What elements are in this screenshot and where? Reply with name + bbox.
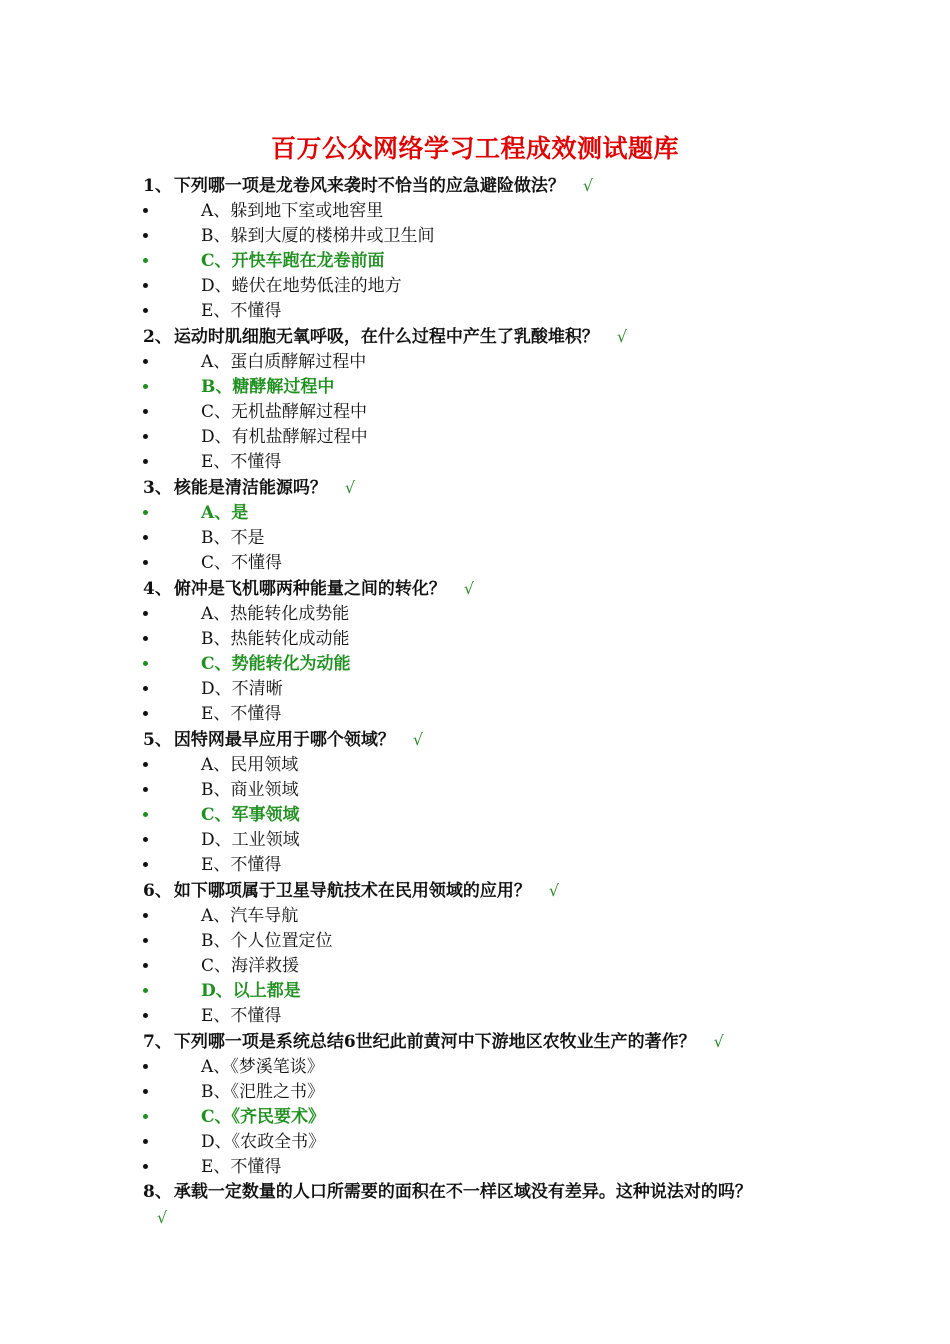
page-title: 百万公众网络学习工程成效测试题库 xyxy=(270,134,679,163)
option-text: D、不清晰 xyxy=(201,679,283,699)
option-text: B、热能转化成动能 xyxy=(201,629,350,649)
bullet-icon xyxy=(143,1080,153,1105)
bullet-icon xyxy=(143,1155,153,1180)
correct-answer-option xyxy=(143,979,833,1004)
check-mark-icon: √ xyxy=(616,327,628,346)
bullet-icon xyxy=(143,677,153,702)
answer-option xyxy=(143,828,833,853)
option-text: E、不懂得 xyxy=(201,301,282,321)
bullet-icon xyxy=(143,526,153,551)
answer-option xyxy=(143,954,833,979)
option-text: A、躲到地下室或地窖里 xyxy=(201,201,384,221)
correct-answer-option xyxy=(143,501,833,526)
answer-option xyxy=(143,551,833,576)
answer-option xyxy=(143,1080,833,1105)
question-1 xyxy=(143,173,833,199)
bullet-icon xyxy=(143,702,153,727)
bullet-icon xyxy=(143,652,153,677)
question-number: 1、 xyxy=(143,176,172,196)
bullet-icon xyxy=(143,904,153,929)
option-text: B、商业领域 xyxy=(201,780,299,800)
answer-option xyxy=(143,853,833,878)
option-text: B、《汜胜之书》 xyxy=(201,1082,324,1102)
answer-option xyxy=(143,224,833,249)
bullet-icon xyxy=(143,501,153,526)
option-text: A、热能转化成势能 xyxy=(201,604,350,624)
option-text: C、无机盐酵解过程中 xyxy=(201,402,368,422)
bullet-icon xyxy=(143,450,153,475)
check-mark-icon: √ xyxy=(412,730,424,749)
bullet-icon xyxy=(143,425,153,450)
option-text: C、不懂得 xyxy=(201,553,283,573)
answer-option xyxy=(143,526,833,551)
bullet-icon xyxy=(143,602,153,627)
check-mark-icon: √ xyxy=(713,1032,724,1051)
correct-answer-option xyxy=(143,375,833,400)
question-number: 5、 xyxy=(143,730,172,750)
answer-option xyxy=(143,274,833,299)
check-mark-icon: √ xyxy=(344,478,356,497)
question-number: 6、 xyxy=(143,881,172,901)
bullet-icon xyxy=(143,350,153,375)
question-3 xyxy=(143,475,833,501)
option-text: C、《齐民要术》 xyxy=(201,1107,326,1127)
bullet-icon xyxy=(143,1004,153,1029)
bullet-icon xyxy=(143,551,153,576)
option-text: E、不懂得 xyxy=(201,704,282,724)
option-text: E、不懂得 xyxy=(201,1157,282,1177)
question-number: 2、 xyxy=(143,327,172,347)
option-text: D、工业领域 xyxy=(201,830,300,850)
correct-answer-option xyxy=(143,249,833,274)
correct-answer-option xyxy=(143,1105,833,1130)
option-text: C、军事领域 xyxy=(201,805,300,825)
option-text: B、个人位置定位 xyxy=(201,931,333,951)
question-5 xyxy=(143,727,833,753)
bullet-icon xyxy=(143,929,153,954)
question-number: 7、 xyxy=(143,1032,172,1052)
bullet-icon xyxy=(143,249,153,274)
check-mark-icon: √ xyxy=(548,881,560,900)
bullet-icon xyxy=(143,753,153,778)
answer-option xyxy=(143,702,833,727)
answer-option xyxy=(143,929,833,954)
question-text: 运动时肌细胞无氧呼吸，在什么过程中产生了乳酸堆积？ xyxy=(173,327,599,347)
answer-option xyxy=(143,425,833,450)
question-number: 8、 xyxy=(143,1182,172,1202)
option-text: B、糖酵解过程中 xyxy=(201,377,335,397)
bullet-icon xyxy=(143,627,153,652)
correct-answer-option xyxy=(143,803,833,828)
option-text: A、汽车导航 xyxy=(201,906,299,926)
bullet-icon xyxy=(143,400,153,425)
bullet-icon xyxy=(143,979,153,1004)
answer-option xyxy=(143,400,833,425)
option-text: D、蜷伏在地势低洼的地方 xyxy=(201,276,402,296)
question-text: 承载一定数量的人口所需要的面积在不一样区域没有差异。这种说法对的吗？ xyxy=(173,1182,752,1202)
bullet-icon xyxy=(143,1105,153,1130)
question-4 xyxy=(143,576,833,602)
bullet-icon xyxy=(143,224,153,249)
option-text: D、《农政全书》 xyxy=(201,1132,326,1152)
check-mark-icon: √ xyxy=(463,579,475,598)
answer-option xyxy=(143,350,833,375)
question-text: 下列哪一项是龙卷风来袭时不恰当的应急避险做法？ xyxy=(173,176,565,196)
question-7 xyxy=(143,1029,833,1055)
correct-answer-option xyxy=(143,652,833,677)
question-text: 下列哪一项是系统总结6世纪此前黄河中下游地区农牧业生产的著作？ xyxy=(173,1032,696,1052)
option-text: B、不是 xyxy=(201,528,265,548)
bullet-icon xyxy=(143,299,153,324)
answer-option xyxy=(143,1055,833,1080)
answer-option xyxy=(143,1004,833,1029)
option-text: A、是 xyxy=(201,503,249,523)
answer-option xyxy=(143,753,833,778)
question-text: 俯冲是飞机哪两种能量之间的转化？ xyxy=(173,579,446,599)
question-text: 因特网最早应用于哪个领域？ xyxy=(173,730,395,750)
answer-option xyxy=(143,602,833,627)
option-text: A、蛋白质酵解过程中 xyxy=(201,352,367,372)
question-number: 3、 xyxy=(143,478,172,498)
bullet-icon xyxy=(143,828,153,853)
question-list xyxy=(143,173,833,1230)
check-mark-icon: √ xyxy=(157,1208,168,1227)
option-text: C、海洋救援 xyxy=(201,956,300,976)
bullet-icon xyxy=(143,778,153,803)
question-8 xyxy=(143,1180,833,1230)
answer-option xyxy=(143,904,833,929)
option-text: D、有机盐酵解过程中 xyxy=(201,427,368,447)
question-number: 4、 xyxy=(143,579,172,599)
answer-option xyxy=(143,1130,833,1155)
answer-option xyxy=(143,199,833,224)
check-mark-icon: √ xyxy=(582,176,594,195)
answer-option xyxy=(143,778,833,803)
option-text: A、民用领域 xyxy=(201,755,299,775)
option-text: D、以上都是 xyxy=(201,981,301,1001)
option-text: B、躲到大厦的楼梯井或卫生间 xyxy=(201,226,435,246)
answer-option xyxy=(143,627,833,652)
question-2 xyxy=(143,324,833,350)
bullet-icon xyxy=(143,803,153,828)
answer-option xyxy=(143,1155,833,1180)
option-text: E、不懂得 xyxy=(201,1006,282,1026)
option-text: C、开快车跑在龙卷前面 xyxy=(201,251,385,271)
option-text: E、不懂得 xyxy=(201,452,282,472)
answer-option xyxy=(143,677,833,702)
option-text: A、《梦溪笔谈》 xyxy=(201,1057,324,1077)
bullet-icon xyxy=(143,954,153,979)
bullet-icon xyxy=(143,1055,153,1080)
bullet-icon xyxy=(143,853,153,878)
option-text: E、不懂得 xyxy=(201,855,282,875)
question-6 xyxy=(143,878,833,904)
bullet-icon xyxy=(143,274,153,299)
question-text: 核能是清洁能源吗？ xyxy=(173,478,327,498)
bullet-icon xyxy=(143,375,153,400)
option-text: C、势能转化为动能 xyxy=(201,654,351,674)
bullet-icon xyxy=(143,1130,153,1155)
bullet-icon xyxy=(143,199,153,224)
question-text: 如下哪项属于卫星导航技术在民用领域的应用？ xyxy=(173,881,531,901)
answer-option xyxy=(143,299,833,324)
answer-option xyxy=(143,450,833,475)
